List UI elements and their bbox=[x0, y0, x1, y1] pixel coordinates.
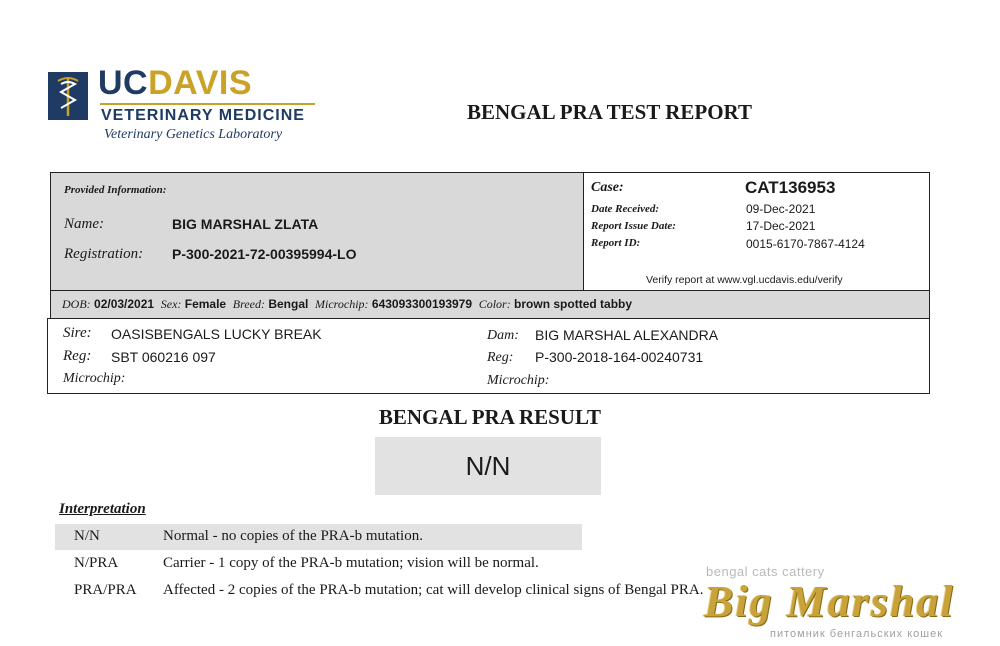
microchip-label: Microchip: bbox=[315, 297, 369, 311]
interpretation-desc: Carrier - 1 copy of the PRA-b mutation; vision will be normal. bbox=[163, 555, 539, 571]
case-info-box bbox=[583, 172, 930, 291]
registration-label: Registration: bbox=[64, 246, 144, 262]
interpretation-code: N/N bbox=[74, 528, 100, 544]
logo-davis-text: DAVIS bbox=[148, 64, 252, 102]
logo-wordmark bbox=[98, 66, 252, 100]
color-value: brown spotted tabby bbox=[514, 297, 633, 311]
issue-date-value: 17-Dec-2021 bbox=[746, 219, 816, 233]
dam-label: Dam: bbox=[487, 328, 519, 343]
provided-info-box bbox=[50, 172, 584, 291]
provided-heading: Provided Information: bbox=[64, 184, 167, 196]
logo-divider bbox=[100, 103, 315, 105]
dob-value: 02/03/2021 bbox=[94, 297, 155, 311]
sex-label: Sex: bbox=[160, 297, 182, 311]
dam-microchip-label: Microchip: bbox=[487, 373, 550, 388]
interpretation-code: PRA/PRA bbox=[74, 582, 137, 598]
dob-label: DOB: bbox=[62, 297, 91, 311]
dam-name: BIG MARSHAL ALEXANDRA bbox=[535, 327, 719, 343]
sex-value: Female bbox=[184, 297, 227, 311]
interpretation-row bbox=[55, 524, 582, 550]
sire-microchip-label: Microchip: bbox=[63, 371, 126, 386]
animal-details-row bbox=[50, 290, 930, 319]
watermark-small-text: bengal cats cattery bbox=[706, 564, 825, 579]
dam-reg-value: P-300-2018-164-00240731 bbox=[535, 349, 704, 365]
case-label: Case: bbox=[591, 180, 624, 195]
interpretation-code: N/PRA bbox=[74, 555, 119, 571]
date-received-label: Date Received: bbox=[591, 203, 660, 215]
result-title: BENGAL PRA RESULT bbox=[378, 405, 602, 429]
interpretation-desc: Normal - no copies of the PRA-b mutation. bbox=[163, 528, 423, 544]
interpretation-title: Interpretation bbox=[59, 501, 146, 517]
sire-reg-value: SBT 060216 097 bbox=[111, 349, 216, 365]
microchip-value: 643093300193979 bbox=[371, 297, 473, 311]
interpretation-desc: Affected - 2 copies of the PRA-b mutation; cat will develop clinical signs of Bengal PRA. bbox=[163, 582, 704, 598]
sire-reg-label: Reg: bbox=[63, 348, 92, 364]
watermark-subtitle: питомник бенгальских кошек bbox=[770, 628, 944, 640]
breed-value: Bengal bbox=[268, 297, 309, 311]
sire-name: OASISBENGALS LUCKY BREAK bbox=[111, 326, 322, 342]
dam-reg-label: Reg: bbox=[487, 350, 514, 365]
name-value: BIG MARSHAL ZLATA bbox=[172, 216, 319, 232]
parents-box bbox=[47, 318, 930, 394]
name-label: Name: bbox=[64, 216, 104, 232]
result-value: N/N bbox=[375, 437, 601, 495]
registration-value: P-300-2021-72-00395994-LO bbox=[172, 246, 357, 262]
ucdavis-caduceus-icon bbox=[48, 72, 88, 120]
case-value: CAT136953 bbox=[745, 178, 836, 197]
logo-vetmed: VETERINARY MEDICINE bbox=[101, 107, 305, 124]
verify-link-text: Verify report at www.vgl.ucdavis.edu/verify bbox=[646, 274, 843, 286]
report-id-value: 0015-6170-7867-4124 bbox=[746, 237, 865, 251]
date-received-value: 09-Dec-2021 bbox=[746, 202, 816, 216]
sire-label: Sire: bbox=[63, 325, 92, 341]
color-label: Color: bbox=[478, 297, 511, 311]
logo-lab-name: Veterinary Genetics Laboratory bbox=[104, 127, 283, 142]
report-id-label: Report ID: bbox=[591, 237, 641, 249]
report-title: BENGAL PRA TEST REPORT bbox=[467, 100, 752, 124]
breed-label: Breed: bbox=[232, 297, 265, 311]
watermark-logo: Big Marshal bbox=[704, 577, 955, 626]
issue-date-label: Report Issue Date: bbox=[591, 220, 676, 232]
logo-uc-text: UC bbox=[98, 64, 149, 102]
